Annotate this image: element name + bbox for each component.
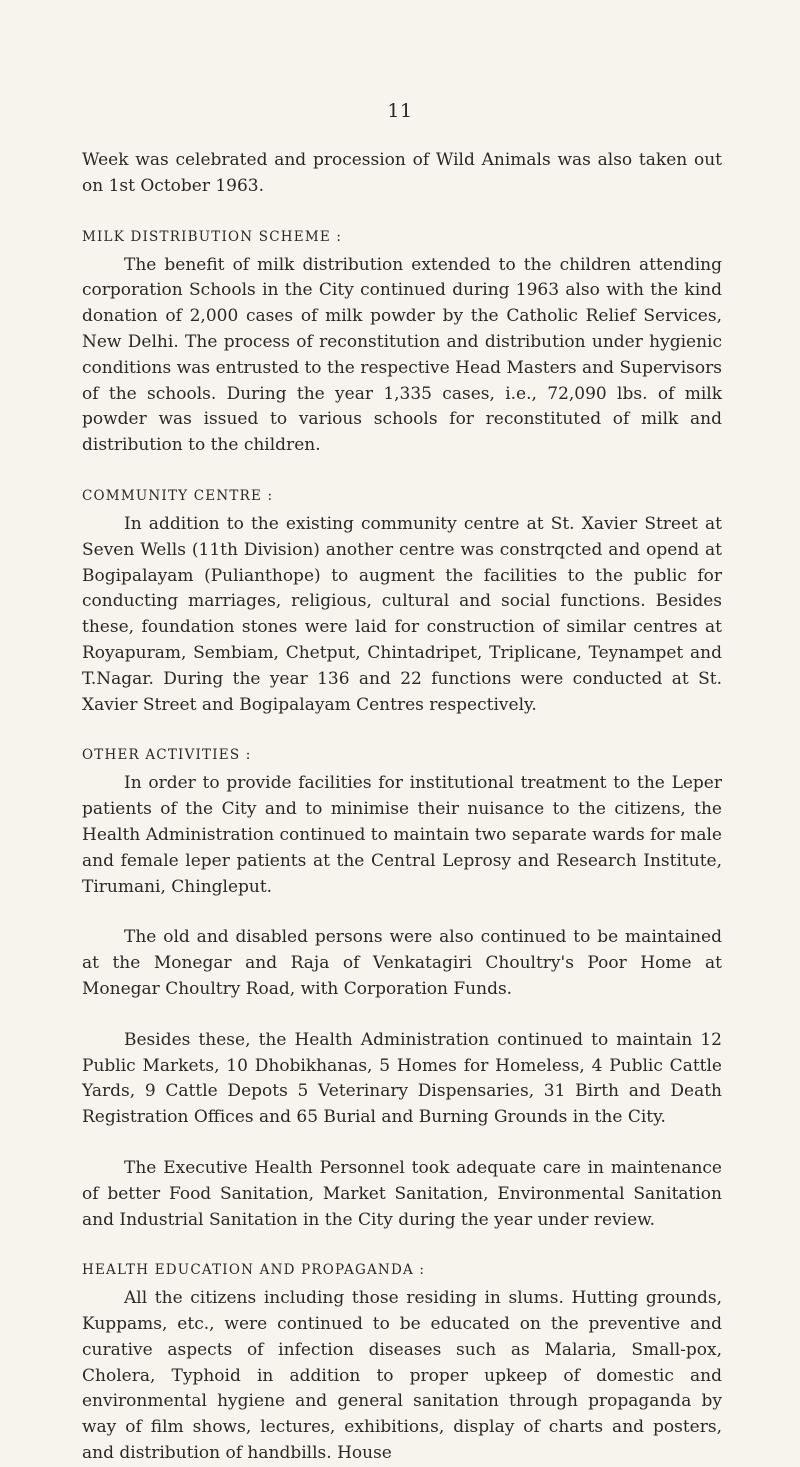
page-number: 11	[387, 100, 413, 122]
community-centre-paragraph: In addition to the existing community centre at St. Xavier Street at Seven Wells (11th Division) another centre was constrqcted and opend at Bogipalayam (Pulianthope) to augment the facilities to the public for conducting marriages, religious, cultural and social functions. Besides these, foundation stones were laid for construction of similar centres at Royapuram, Sembiam, Chetput, Chintadripet, Triplicane, Teynampet and T.Nagar. During the year 136 and 22 functions were conducted at St. Xavier Street and Bogipalayam Centres respectively.	[82, 513, 722, 715]
page-content	[82, 148, 722, 1467]
sanitation-paragraph: The Executive Health Personnel took adequate care in maintenance of better Food Sanitation, Market Sanitation, Environmental Sanitation and Industrial Sanitation in the City during the year under review.	[82, 1157, 722, 1230]
health-education-paragraph: All the citizens including those residing in slums. Hutting grounds, Kuppams, etc., were continued to be educated on the preventive and curative aspects of infection diseases such as Malaria, Small-pox, Cholera, Typhoid in addition to proper upkeep of domestic and environmental hygiene and general sanitation through propaganda by way of film shows, lectures, exhibitions, display of charts and posters, and distribution of handbills. House	[82, 1288, 722, 1464]
milk-distribution-paragraph: The benefit of milk distribution extended to the children attending corporation Schools in the City continued during 1963 also with the kind donation of 2,000 cases of milk powder by the Catholic Relief Services, New Delhi. The process of reconstitution and distribution under hygienic conditions was entrusted to the respective Head Masters and Supervisors of the schools. During the year 1,335 cases, i.e., 72,090 lbs. of milk powder was issued to various schools for reconstituted of milk and distribution to the children.	[82, 254, 722, 456]
leper-treatment-paragraph: In order to provide facilities for institutional treatment to the Leper patients of the City and to minimise their nuisance to the citizens, the Health Administration continued to maintain two separate wards for male and female leper patients at the Central Leprosy and Research Institute, Tirumani, Chingleput.	[82, 773, 722, 897]
community-centre-heading: COMMUNITY CENTRE :	[82, 487, 274, 504]
milk-distribution-heading: MILK DISTRIBUTION SCHEME :	[82, 228, 343, 245]
public-facilities-paragraph: Besides these, the Health Administration continued to maintain 12 Public Markets, 10 Dhobikhanas, 5 Homes for Homeless, 4 Public Cattle Yards, 9 Cattle Depots 5 Veterinary Dispensaries, 31 Birth and Death Registration Offices and 65 Burial and Burning Grounds in the City.	[82, 1029, 722, 1128]
poor-home-paragraph: The old and disabled persons were also continued to be maintained at the Monegar and Raja of Venkatagiri Choultry's Poor Home at Monegar Choultry Road, with Corporation Funds.	[82, 927, 722, 999]
opening-paragraph: Week was celebrated and procession of Wild Animals was also taken out on 1st October 1963.	[82, 150, 722, 196]
health-education-heading: HEALTH EDUCATION AND PROPAGANDA :	[82, 1262, 426, 1279]
other-activities-heading: OTHER ACTIVITIES :	[82, 747, 252, 764]
